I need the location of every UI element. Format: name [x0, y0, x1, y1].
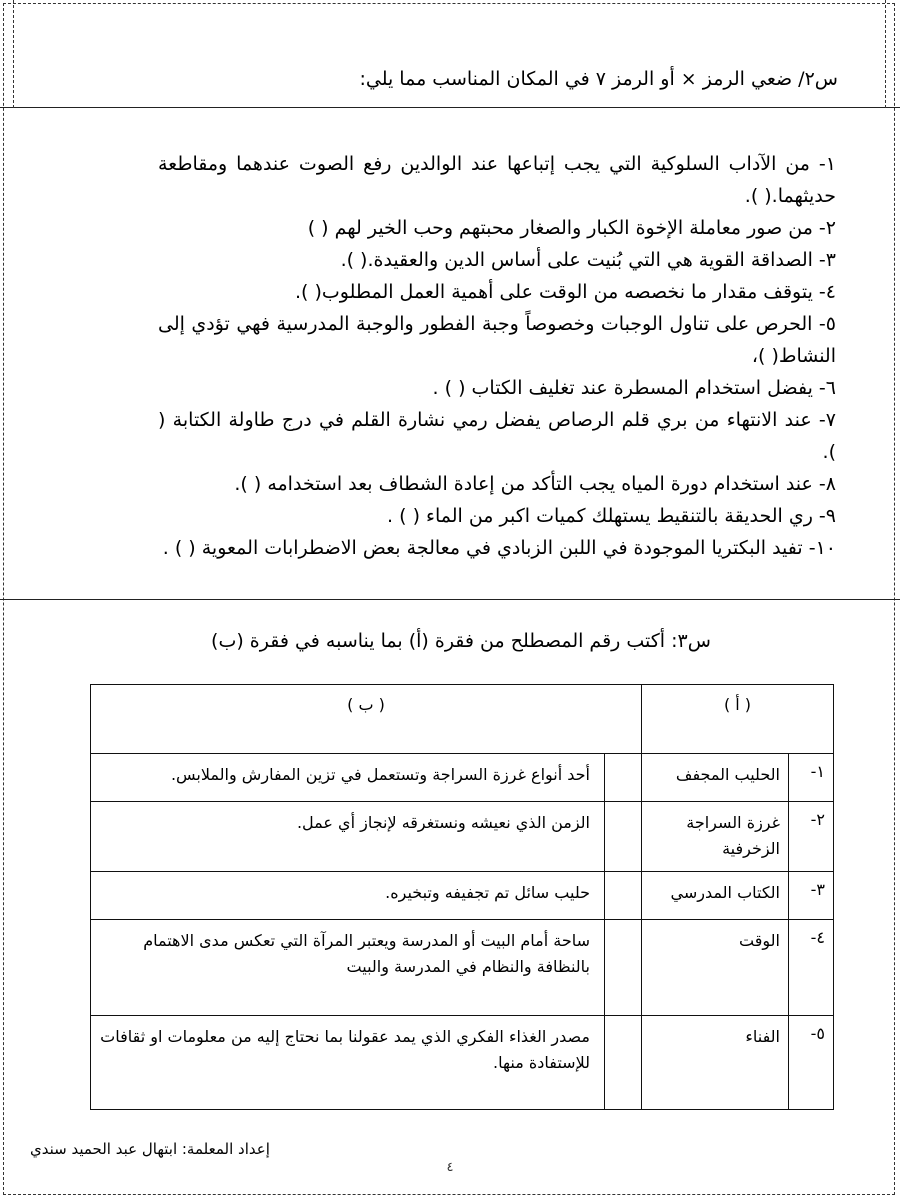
- answer-cell[interactable]: [605, 920, 642, 1016]
- answer-cell[interactable]: [605, 872, 642, 920]
- term-cell: الحليب المجفف: [642, 754, 789, 802]
- definition-cell: مصدر الغذاء الفكري الذي يمد عقولنا بما نحتاج إليه من معلومات او ثقافات للإستفادة منها.: [91, 1016, 605, 1110]
- question-2-title: س٢/ ضعي الرمز × أو الرمز ٧ في المكان المناسب مما يلي:: [359, 68, 838, 90]
- term-number: ٣-: [789, 872, 834, 920]
- question-2-list: [158, 148, 836, 564]
- statement-item: ٥- الحرص على تناول الوجبات وخصوصاً وجبة الفطور والوجبة المدرسية فهي تؤدي إلى النشاط( )،: [158, 313, 836, 367]
- teacher-credit: إعداد المعلمة: ابتهال عبد الحميد سندي: [30, 1140, 270, 1158]
- table-row: [91, 920, 834, 1016]
- term-number: ٤-: [789, 920, 834, 1016]
- statement-item: ٤- يتوقف مقدار ما نخصصه من الوقت على أهمية العمل المطلوب( ).: [294, 281, 836, 303]
- statement-item: ٣- الصداقة القوية هي التي بُنيت على أساس الدين والعقيدة.( ).: [340, 249, 836, 271]
- statement-item: ٦- يفضل استخدام المسطرة عند تغليف الكتاب ( ) .: [432, 377, 836, 399]
- margin-line-left: [13, 0, 14, 108]
- section-divider-middle: [0, 599, 900, 600]
- statement-item: ١٠- تفيد البكتريا الموجودة في اللبن الزبادي في معالجة بعض الاضطرابات المعوية ( ) .: [162, 537, 836, 559]
- statement-item: ٢- من صور معاملة الإخوة الكبار والصغار محبتهم وحب الخير لهم ( ): [307, 217, 836, 239]
- statement-item: ٩- ري الحديقة بالتنقيط يستهلك كميات اكبر من الماء ( ) .: [387, 505, 836, 527]
- table-header-row: [91, 685, 834, 754]
- statement-item: ١- من الآداب السلوكية التي يجب إتباعها عند الوالدين رفع الصوت عندهما ومقاطعة حديثهما.( ).: [158, 153, 836, 207]
- term-number: ٢-: [789, 802, 834, 872]
- answer-cell[interactable]: [605, 754, 642, 802]
- answer-cell[interactable]: [605, 802, 642, 872]
- answer-cell[interactable]: [605, 1016, 642, 1110]
- definition-cell: حليب سائل تم تجفيفه وتبخيره.: [91, 872, 605, 920]
- statement-item: ٧- عند الانتهاء من بري قلم الرصاص يفضل رمي نشارة القلم في درج طاولة الكتابة ( ).: [158, 409, 836, 463]
- term-number: ٥-: [789, 1016, 834, 1110]
- term-number: ١-: [789, 754, 834, 802]
- column-a-header: ( أ ): [642, 685, 834, 754]
- definition-cell: ساحة أمام البيت أو المدرسة ويعتبر المرآة التي تعكس مدى الاهتمام بالنظافة والنظام في المدرسة والبيت: [91, 920, 605, 1016]
- term-cell: الفناء: [642, 1016, 789, 1110]
- definition-cell: أحد أنواع غرزة السراجة وتستعمل في تزين المفارش والملابس.: [91, 754, 605, 802]
- margin-line-right: [885, 0, 886, 108]
- statement-item: ٨- عند استخدام دورة المياه يجب التأكد من إعادة الشطاف بعد استخدامه ( ).: [234, 473, 836, 495]
- question-3-title: س٣: أكتب رقم المصطلح من فقرة (أ) بما يناسبه في فقرة (ب): [211, 630, 711, 652]
- table-row: [91, 754, 834, 802]
- table-row: [91, 802, 834, 872]
- section-divider-top: [0, 107, 900, 108]
- page-number: ٤: [446, 1160, 454, 1175]
- column-b-header: ( ب ): [91, 685, 642, 754]
- matching-table: [90, 684, 834, 1110]
- table-row: [91, 872, 834, 920]
- term-cell: الكتاب المدرسي: [642, 872, 789, 920]
- term-cell: غرزة السراجة الزخرفية: [642, 802, 789, 872]
- term-cell: الوقت: [642, 920, 789, 1016]
- table-row: [91, 1016, 834, 1110]
- definition-cell: الزمن الذي نعيشه ونستغرقه لإنجاز أي عمل.: [91, 802, 605, 872]
